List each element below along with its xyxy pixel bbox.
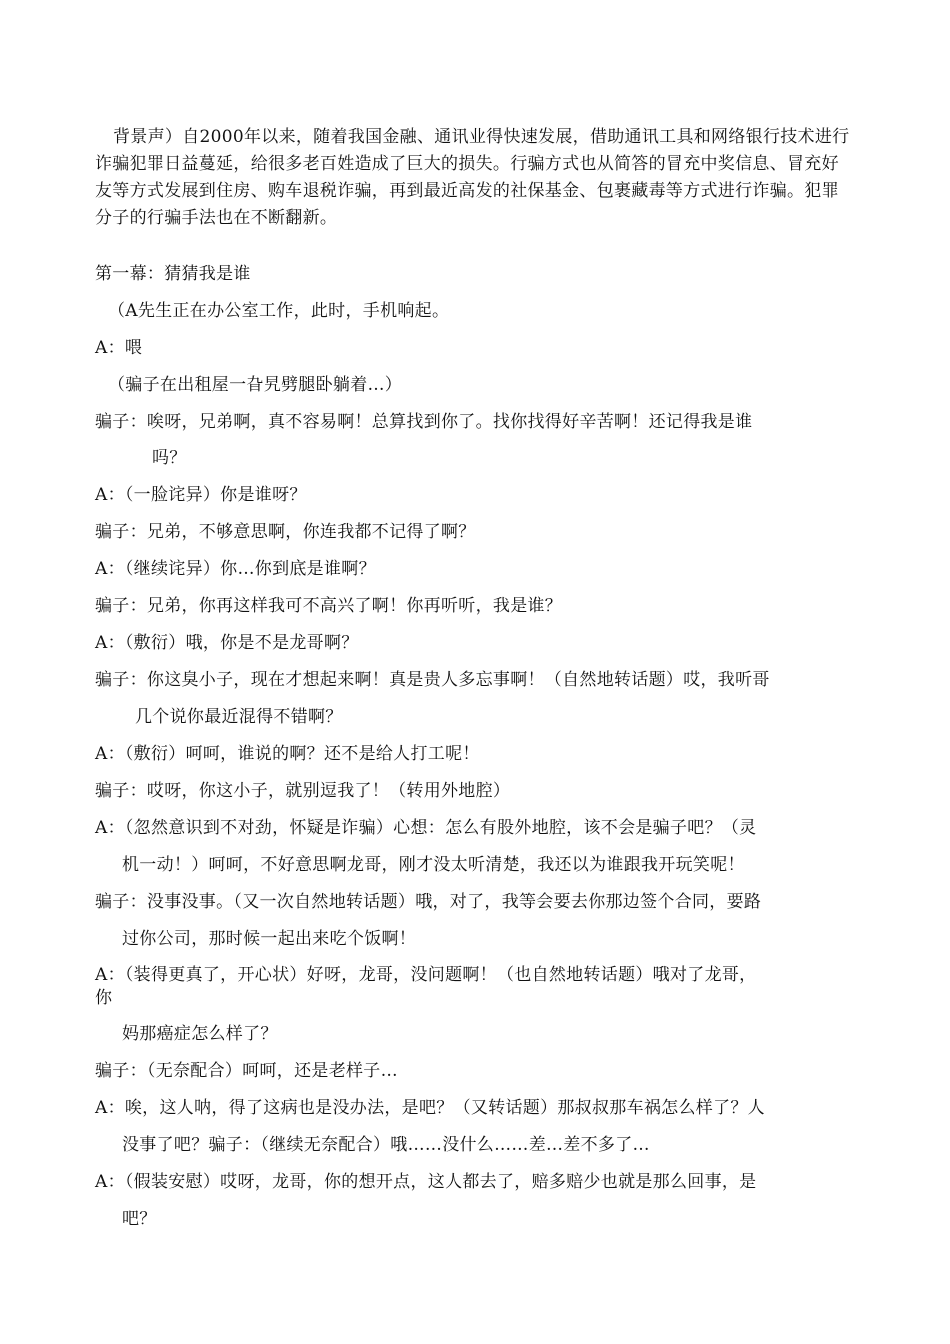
dialogue-line: 骗子：兄弟，你再这样我可不高兴了啊！你再听听，我是谁？ [95,596,563,616]
dialogue-continuation: 妈那癌症怎么样了？ [122,1024,278,1044]
dialogue-line: A：（忽然意识到不对劲，怀疑是诈骗）心想：怎么有股外地腔，该不会是骗子吧？（灵 [95,818,757,838]
dialogue-line: A：（敷衍）呵呵，谁说的啊？还不是给人打工呢！ [95,744,480,764]
dialogue-line: 骗子：没事没事。（又一次自然地转话题）哦，对了，我等会要去你那边签个合同，要路 [95,892,762,912]
dialogue-continuation: 机一动！）呵呵，不好意思啊龙哥，刚才没太听清楚，我还以为谁跟我开玩笑呢！ [122,855,745,875]
dialogue-continuation: 没事了吧？骗子：（继续无奈配合）哦……没什么……差…差不多了… [122,1135,650,1155]
dialogue-line: A：（假装安慰）哎呀，龙哥，你的想开点，这人都去了，赔多赔少也就是那么回事，是 [95,1172,757,1192]
intro-paragraph: 背景声）自2000年以来，随着我国金融、通讯业得快速发展，借助通讯工具和网络银行技术进行诈骗犯罪日益蔓延，给很多老百姓造成了巨大的损失。行骗方式也从简答的冒充中奖信息、冒充好友等方式发展到住房、购车退税诈骗，再到最近高发的社保基金、包裹藏毒等方式进行诈骗。犯罪分子的行骗手法也在不断翻新。 [95,127,850,228]
dialogue-continuation: 几个说你最近混得不错啊？ [135,707,343,727]
dialogue-line: 骗子：你这臭小子，现在才想起来啊！真是贵人多忘事啊！（自然地转话题）哎，我听哥 [95,670,770,690]
stage-direction: （A先生正在办公室工作，此时，手机响起。 [108,301,450,321]
scene-title: 第一幕：猜猜我是谁 [95,264,251,284]
dialogue-line: 骗子：（无奈配合）呵呵，还是老样子… [95,1061,398,1081]
dialogue-line: A：（敷衍）哦，你是不是龙哥啊？ [95,633,359,653]
dialogue-line: A：喂 [95,338,143,358]
dialogue-line: 骗子：唉呀，兄弟啊，真不容易啊！总算找到你了。找你找得好辛苦啊！还记得我是谁 [95,412,753,432]
dialogue-line: A：（装得更真了，开心状）好呀，龙哥，没问题啊！（也自然地转话题）哦对了龙哥， [95,965,757,985]
dialogue-continuation: 吗？ [152,448,187,468]
stage-direction: （骗子在出租屋一旮旯劈腿卧躺着…） [108,375,403,395]
dialogue-continuation: 过你公司，那时候一起出来吃个饭啊！ [122,929,417,949]
dialogue-line: 骗子：哎呀，你这小子，就别逗我了！（转用外地腔） [95,781,511,801]
dialogue-continuation: 你 [95,988,113,1008]
dialogue-line: 骗子：兄弟，不够意思啊，你连我都不记得了啊？ [95,522,476,542]
dialogue-line: A：（继续诧异）你…你到底是谁啊？ [95,559,376,579]
dialogue-continuation: 吧？ [122,1209,157,1229]
dialogue-line: A：（一脸诧异）你是谁呀？ [95,485,307,505]
dialogue-line: A：唉，这人呐，得了这病也是没办法，是吧？（又转话题）那叔叔那车祸怎么样了？人 [95,1098,765,1118]
